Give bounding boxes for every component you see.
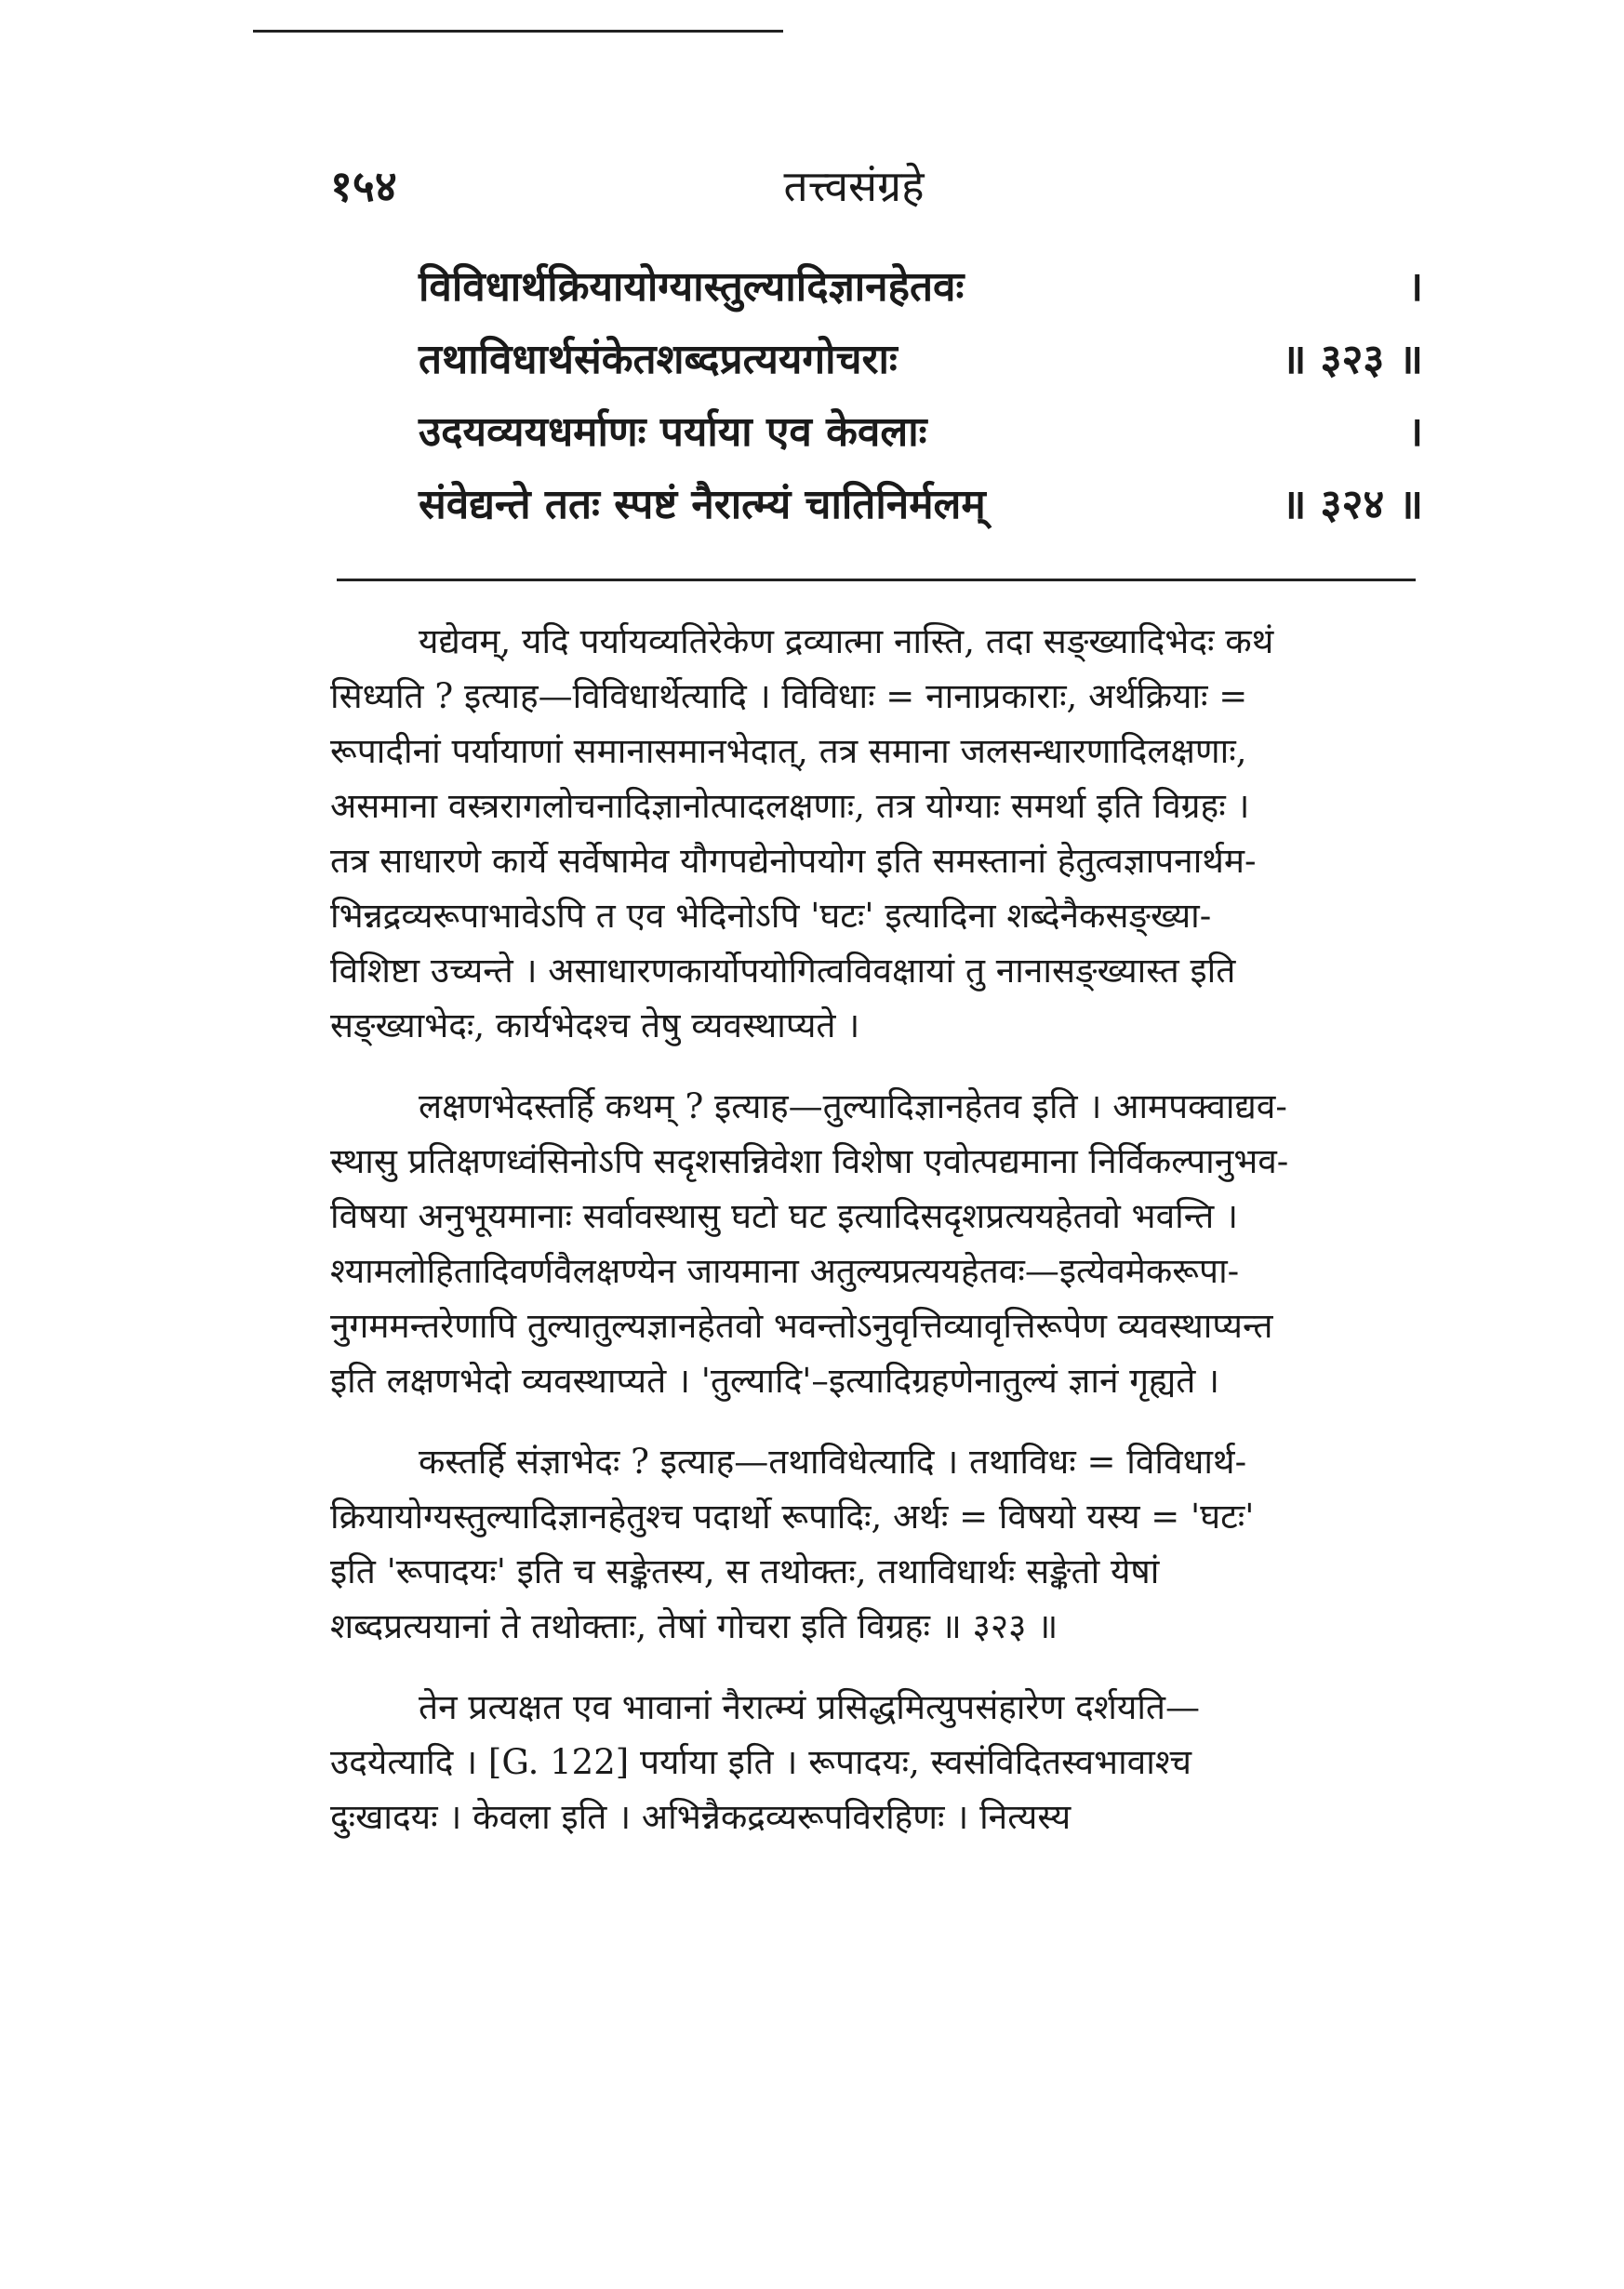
commentary-line: दुःखादयः । केवला इति । अभिन्नैकद्रव्यरूपविरहिणः । नित्यस्य <box>330 1797 1072 1837</box>
running-title: तत्त्वसंग्रहे <box>783 161 925 211</box>
verse-mark: ॥ ३२४ ॥ <box>1282 481 1423 528</box>
commentary-line: रूपादीनां पर्यायाणां समानासमानभेदात्, तत्र समाना जलसन्धारणादिलक्षणाः, <box>330 731 1247 771</box>
commentary-line: भिन्नद्रव्यरूपाभावेऽपि त एव भेदिनोऽपि 'घटः' इत्यादिना शब्देनैकसङ्ख्या- <box>330 896 1212 936</box>
section-rule <box>337 579 1416 581</box>
commentary <box>330 614 1484 1870</box>
verse-line <box>419 324 1423 396</box>
verse-mark: ॥ ३२३ ॥ <box>1282 336 1423 383</box>
commentary-paragraph-3 <box>330 1434 1484 1654</box>
commentary-line: सङ्ख्याभेदः, कार्यभेदश्च तेषु व्यवस्थाप्यते । <box>330 1005 860 1045</box>
commentary-line: लक्षणभेदस्तर्हि कथम् ? इत्याह—तुल्यादिज्ञानहेतव इति । आमपक्वाद्यव- <box>419 1086 1287 1126</box>
commentary-line: विषया अनुभूयमानाः सर्वावस्थासु घटो घट इत्यादिसदृशप्रत्ययहेतवो भवन्ति । <box>330 1196 1238 1236</box>
commentary-line: नुगममन्तरेणापि तुल्यातुल्यज्ञानहेतवो भवन्तोऽनुवृत्तिव्यावृत्तिरूपेण व्यवस्थाप्यन्त <box>330 1306 1273 1346</box>
verse-text: उदयव्ययधर्माणः पर्याया एव केवलाः <box>419 408 927 456</box>
verse-line <box>419 469 1423 541</box>
commentary-paragraph-1 <box>330 614 1484 1053</box>
commentary-line: इति 'रूपादयः' इति च सङ्केतस्य, स तथोक्तः, तथाविधार्थः सङ्केतो येषां <box>330 1551 1160 1591</box>
commentary-line: शब्दप्रत्ययानां ते तथोक्ताः, तेषां गोचरा इति विग्रहः ॥ ३२३ ॥ <box>330 1606 1058 1646</box>
commentary-line: कस्तर्हि संज्ञाभेदः ? इत्याह—तथाविधेत्यादि । तथाविधः = विविधार्थ- <box>419 1442 1247 1482</box>
verse-line <box>419 251 1423 324</box>
verse-text: तथाविधार्थसंकेतशब्दप्रत्ययगोचराः <box>419 336 898 383</box>
commentary-line: स्थासु प्रतिक्षणध्वंसिनोऽपि सदृशसन्निवेशा विशेषा एवोत्पद्यमाना निर्विकल्पानुभव- <box>330 1141 1289 1181</box>
verse-mark: । <box>1407 408 1423 456</box>
commentary-line: विशिष्टा उच्यन्ते । असाधारणकार्योपयोगित्वविवक्षायां तु नानासङ्ख्यास्त इति <box>330 951 1236 991</box>
verse-text: विविधार्थक्रियायोग्यास्तुल्यादिज्ञानहेतवः <box>419 263 965 311</box>
verse-mark: । <box>1407 263 1423 311</box>
verse-line <box>419 396 1423 469</box>
commentary-line: उदयेत्यादि । [G. 122] पर्याया इति । रूपादयः, स्वसंविदितस्वभावाश्च <box>330 1742 1192 1782</box>
commentary-line: इति लक्षणभेदो व्यवस्थाप्यते । 'तुल्यादि'–इत्यादिग्रहणेनातुल्यं ज्ञानं गृह्यते । <box>330 1361 1220 1401</box>
commentary-line: सिध्यति ? इत्याह—विविधार्थेत्यादि । विविधाः = नानाप्रकाराः, अर्थक्रियाः = <box>330 676 1248 716</box>
commentary-line: श्यामलोहितादिवर्णवैलक्षण्येन जायमाना अतुल्यप्रत्ययहेतवः—इत्येवमेकरूपा- <box>330 1251 1240 1291</box>
top-rule <box>253 30 783 33</box>
verse-text: संवेद्यन्ते ततः स्पष्टं नैरात्म्यं चातिनिर्मलम् <box>419 481 986 528</box>
page-number: १५४ <box>330 161 397 211</box>
commentary-line: यद्येवम्, यदि पर्यायव्यतिरेकेण द्रव्यात्मा नास्ति, तदा सङ्ख्यादिभेदः कथं <box>419 621 1274 661</box>
commentary-paragraph-4 <box>330 1680 1484 1844</box>
commentary-line: असमाना वस्त्ररागलोचनादिज्ञानोत्पादलक्षणाः, तत्र योग्याः समर्था इति विग्रहः । <box>330 786 1250 826</box>
commentary-line: क्रियायोग्यस्तुल्यादिज्ञानहेतुश्च पदार्थो रूपादिः, अर्थः = विषयो यस्य = 'घटः' <box>330 1497 1255 1537</box>
verse-block <box>419 251 1423 541</box>
commentary-paragraph-2 <box>330 1079 1484 1408</box>
commentary-line: तेन प्रत्यक्षत एव भावानां नैरात्म्यं प्रसिद्धमित्युपसंहारेण दर्शयति— <box>419 1687 1201 1727</box>
commentary-line: तत्र साधारणे कार्ये सर्वेषामेव यौगपद्येनोपयोग इति समस्तानां हेतुत्वज्ञापनार्थम- <box>330 841 1257 881</box>
